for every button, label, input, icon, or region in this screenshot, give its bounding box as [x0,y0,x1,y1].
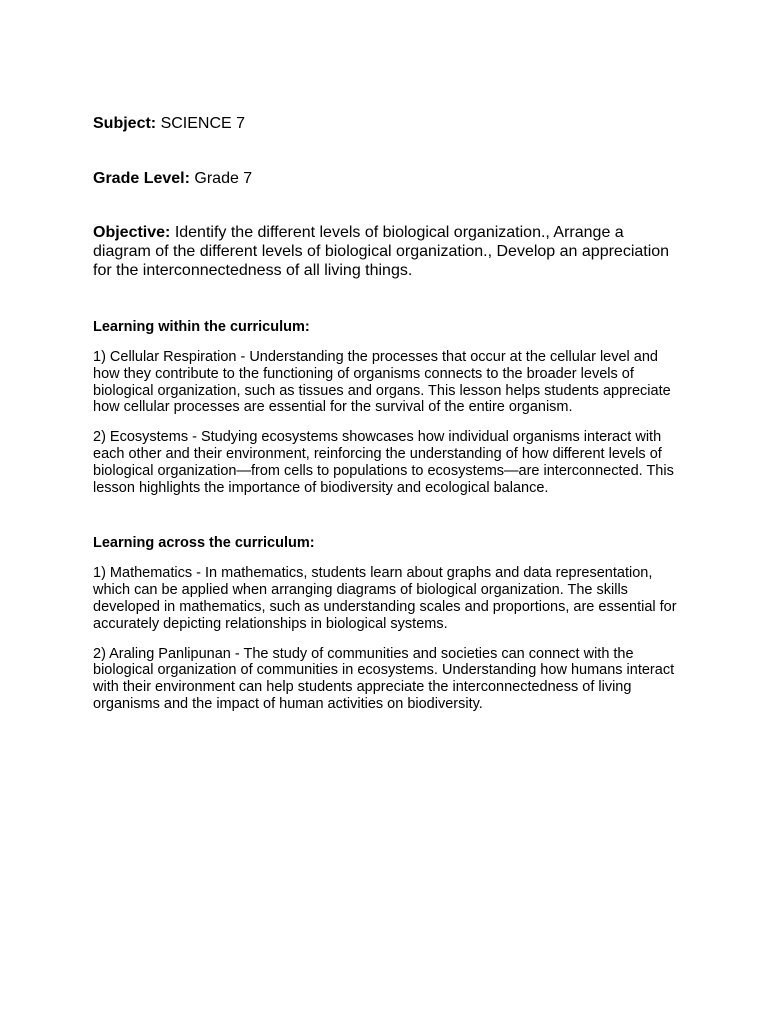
within-curriculum-item: 1) Cellular Respiration - Understanding the processes that occur at the cellular level and how they contribute to the functioning of organisms connects to the broader levels of biological organization, such as tissues and organs. This lesson helps students appreciate how cellular processes are essential for the survival of the entire organism. [93,349,671,416]
objective-label: Objective: [93,224,171,241]
document-content [93,114,683,713]
subject-value: SCIENCE 7 [160,115,246,132]
subject-label: Subject: [93,115,157,132]
within-curriculum-item: 2) Ecosystems - Studying ecosystems showcases how individual organisms interact with each other and their environment, reinforcing the understanding of how different levels of biological organization—from cells to populations to ecosystems—are interconnected. This lesson highlights the importance of biodiversity and ecological balance. [93,429,674,496]
objective-value: Identify the different levels of biological organization., Arrange a diagram of the different levels of biological organization., Develop an appreciation for the interconnectedness of all living things. [93,224,670,279]
within-curriculum-heading: Learning within the curriculum: [93,319,310,335]
across-curriculum-item: 1) Mathematics - In mathematics, students learn about graphs and data representation, which can be applied when arranging diagrams of biological organization. The skills developed in mathematics, such as understanding scales and proportions, are essential for accurately depicting relationships in biological systems. [93,565,677,632]
across-curriculum-item: 2) Araling Panlipunan - The study of communities and societies can connect with the biological organization of communities in ecosystems. Understanding how humans interact with their environment can help students appreciate the interconnectedness of living organisms and the impact of human activities on biodiversity. [93,645,675,712]
across-curriculum-heading: Learning across the curriculum: [93,535,315,552]
objective-paragraph [93,223,683,280]
grade-level-value: Grade 7 [194,170,253,187]
grade-level-label: Grade Level: [93,170,190,187]
grade-level-line [93,169,683,188]
subject-line [93,114,683,133]
